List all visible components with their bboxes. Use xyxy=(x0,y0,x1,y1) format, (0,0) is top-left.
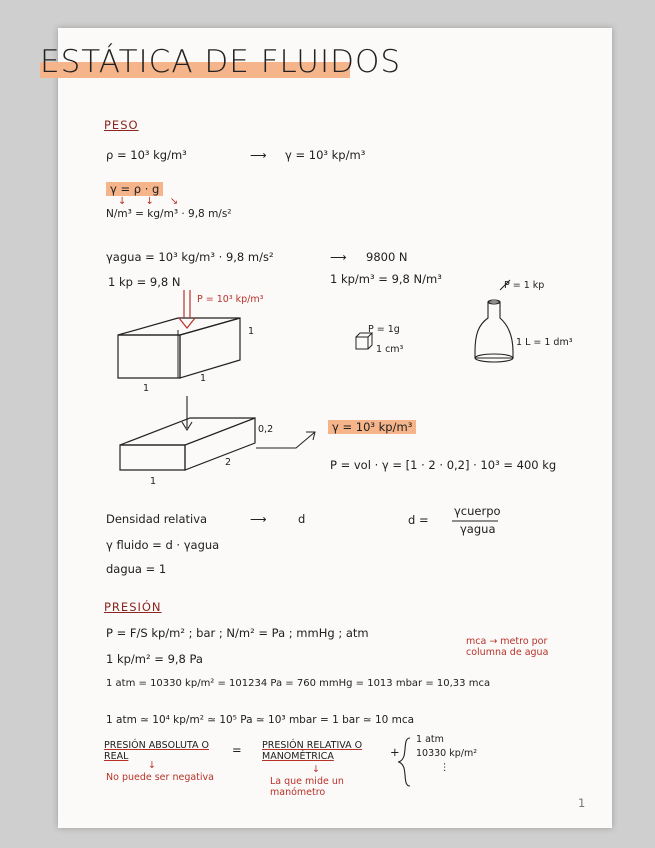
absoluta-note: No puede ser negativa xyxy=(106,772,214,783)
d-agua: dagua = 1 xyxy=(106,562,167,576)
gamma-highlight-text: γ = 10³ kp/m³ xyxy=(328,420,416,434)
cube-weight: P = 1g xyxy=(368,324,400,335)
bottle-weight: P = 1 kp xyxy=(504,280,545,291)
box1-pressure-label: P = 10³ kp/m³ xyxy=(197,294,264,305)
brace xyxy=(398,738,410,786)
presion-absoluta: PRESIÓN ABSOLUTA O REAL xyxy=(104,740,209,762)
units-line: N/m³ = kg/m³ · 9,8 m/s² xyxy=(106,208,232,220)
d-eq: d = xyxy=(408,513,429,527)
plus-sign: + xyxy=(390,745,400,759)
bottle xyxy=(475,300,513,362)
equals-sign: = xyxy=(232,743,242,757)
cube-volume: 1 cm³ xyxy=(376,344,404,355)
relativa-note: La que mide un manómetro xyxy=(270,776,344,798)
down-arrow-icon: ↓ xyxy=(312,764,320,775)
box2-dim-bottom: 2 xyxy=(225,457,232,468)
kp-eq: 1 kp = 9,8 N xyxy=(108,275,181,289)
gamma-fluido: γ fluido = d · γagua xyxy=(106,538,220,552)
down-arrow-icon: ↓ xyxy=(148,760,156,771)
prism-1 xyxy=(118,318,240,378)
small-cube xyxy=(356,333,372,349)
atm-approximations: 1 atm ≃ 10⁴ kp/m² ≃ 10⁵ Pa ≃ 10³ mbar = 1 bar ≃ 10 mca xyxy=(106,714,415,726)
densidad-symbol: d xyxy=(298,512,306,526)
kp-pa: 1 kp/m² = 9,8 Pa xyxy=(106,652,203,666)
pressure-arrow-icon xyxy=(179,290,195,328)
gamma-agua: γagua = 10³ kg/m³ · 9,8 m/s² xyxy=(106,250,274,264)
presion-units: P = F/S kp/m² ; bar ; N/m² = Pa ; mmHg ; atm xyxy=(106,626,369,640)
gamma-highlight xyxy=(328,420,416,434)
box2-dim-left: 1 xyxy=(150,476,157,487)
gamma-formula-text: γ = ρ · g xyxy=(106,182,163,196)
down-arrow-icon xyxy=(182,396,192,430)
down-arrows-icon: ↓ ↓ ↘ xyxy=(118,196,179,207)
box1-dim-bottom: 1 xyxy=(200,373,207,384)
brace-atm: 1 atm xyxy=(416,734,444,745)
brace-dots: ⋮ xyxy=(440,762,450,773)
result-9800: 9800 N xyxy=(366,250,408,264)
atm-equivalences: 1 atm = 10330 kp/m² = 101234 Pa = 760 mmHg = 1013 mbar = 10,33 mca xyxy=(106,678,491,689)
d-numerator: γcuerpo xyxy=(454,504,501,518)
densidad-label: Densidad relativa xyxy=(106,512,208,526)
arrow-icon: ⟶ xyxy=(330,250,347,264)
gamma-eq: γ = 10³ kp/m³ xyxy=(285,148,366,162)
bottle-volume: 1 L = 1 dm³ xyxy=(516,337,573,348)
page-number: 1 xyxy=(578,796,586,810)
page-title: ESTÁTICA DE FLUIDOS xyxy=(40,44,402,80)
d-denominator: γagua xyxy=(460,522,496,536)
rho-eq: ρ = 10³ kg/m³ xyxy=(106,148,187,162)
kp-m3-eq: 1 kp/m³ = 9,8 N/m³ xyxy=(330,272,442,286)
mca-note: mca → metro por columna de agua xyxy=(466,636,549,658)
section-presion: PRESIÓN xyxy=(104,600,162,614)
weight-calc: P = vol · γ = [1 · 2 · 0,2] · 10³ = 400 kg xyxy=(330,458,557,472)
brace-kp: 10330 kp/m² xyxy=(416,748,478,759)
box1-dim-left: 1 xyxy=(143,383,150,394)
box1-dim-right: 1 xyxy=(248,326,255,337)
section-peso: PESO xyxy=(104,118,139,132)
presion-relativa: PRESIÓN RELATIVA O MANOMÉTRICA xyxy=(262,740,363,762)
arrow-icon: ⟶ xyxy=(250,148,267,162)
arrow-icon: ⟶ xyxy=(250,512,267,526)
box2-dim-right: 0,2 xyxy=(258,424,274,435)
